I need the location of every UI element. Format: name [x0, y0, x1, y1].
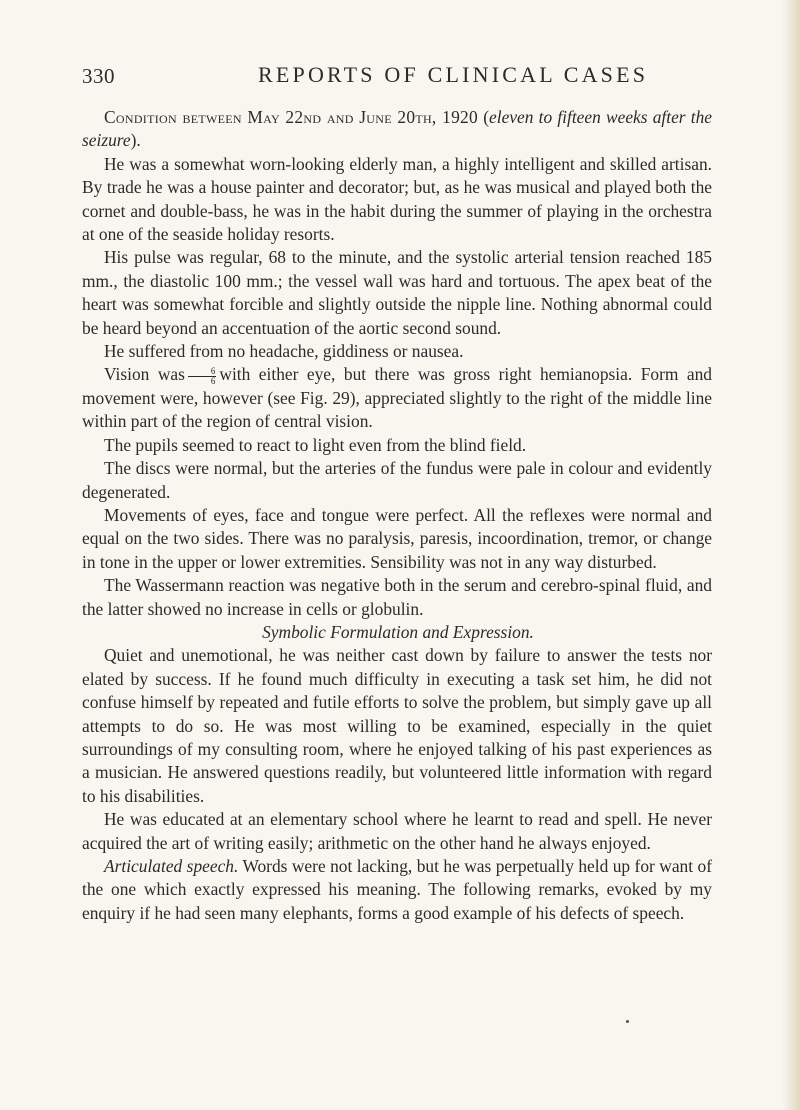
- vision-text-after: with either eye, but there was gross right hemianopsia. Form and movement were, however (see Fig. 29), appreciated slightly to the right of the middle line within part of the region of central vision.: [82, 364, 712, 432]
- running-title: REPORTS OF CLINICAL CASES: [258, 62, 649, 87]
- paragraph: The Wassermann reaction was negative both in the serum and cerebro-spinal fluid, and the latter showed no increase in cells or globulin.: [82, 575, 712, 619]
- paragraph: He was a somewhat worn-looking elderly man, a highly intelligent and skilled artisan. By trade he was a house painter and decorator; but, as he was musical and played both the cornet and double-bass, he was in the habit during the summer of playing in the orchestra at one of the seaside holiday resorts.: [82, 153, 712, 245]
- body-text: [82, 106, 712, 925]
- section-heading-italic: eleven to fifteen weeks after the seizure: [82, 107, 712, 151]
- paragraph: The pupils seemed to react to light even from the blind field.: [104, 434, 527, 455]
- subsection-heading: Symbolic Formulation and Expression.: [262, 621, 534, 642]
- vision-paragraph: [82, 363, 712, 433]
- articulated-speech-text: Words were not lacking, but he was perpetually held up for want of the one which exactly expressed his meaning. The following remarks, evoked by my enquiry if he had seen many elephants, forms a good example of his defects of speech.: [82, 856, 712, 923]
- paragraph: His pulse was regular, 68 to the minute, and the systolic arterial tension reached 185 mm., the diastolic 100 mm.; the vessel wall was hard and tortuous. The apex beat of the heart was somewhat forcible and slightly outside the nipple line. Nothing abnormal could be heard beyond an accentuation of the aortic second sound.: [82, 247, 712, 338]
- page-number: 330: [82, 64, 115, 88]
- fraction-numerator: 6: [188, 367, 217, 377]
- paragraph: The discs were normal, but the arteries of the fundus were pale in colour and evidently degenerated.: [82, 458, 712, 502]
- page-edge-shadow: [782, 0, 800, 1110]
- print-speck: [626, 1020, 629, 1023]
- articulated-speech-paragraph: [82, 855, 712, 925]
- paragraph: Movements of eyes, face and tongue were perfect. All the reflexes were normal and equal on the two sides. There was no paralysis, paresis, incoordination, tremor, or change in tone in the upper or lower extremities. Sensibility was not in any way disturbed.: [82, 504, 712, 572]
- vision-fraction: [188, 367, 217, 386]
- section-heading: Condition between May 22nd and June 20th, 1920 (eleven to fifteen weeks after the seizure).: [82, 107, 712, 151]
- running-header: [82, 62, 722, 92]
- vision-text-before: Vision was: [104, 364, 185, 385]
- paragraph: He suffered from no headache, giddiness or nausea.: [104, 341, 464, 362]
- paragraph: He was educated at an elementary school where he learnt to read and spell. He never acquired the art of writing easily; arithmetic on the other hand he always enjoyed.: [82, 809, 712, 853]
- paragraph: Quiet and unemotional, he was neither cast down by failure to answer the tests nor elated by success. If he found much difficulty in executing a task set him, he did not confuse himself by repeated and futile efforts to solve the problem, but simply gave up all attempts to do so. He was most willing to be examined, especially in the quiet surroundings of my consulting room, where he enjoyed talking of his past experiences as a musician. He answered questions readily, but volunteered little information with regard to his disabilities.: [82, 645, 712, 806]
- section-heading-main: Condition between May 22nd and June 20th, 1920: [104, 107, 479, 127]
- articulated-speech-label: Articulated speech.: [104, 856, 239, 876]
- fraction-denominator: 6: [210, 375, 216, 386]
